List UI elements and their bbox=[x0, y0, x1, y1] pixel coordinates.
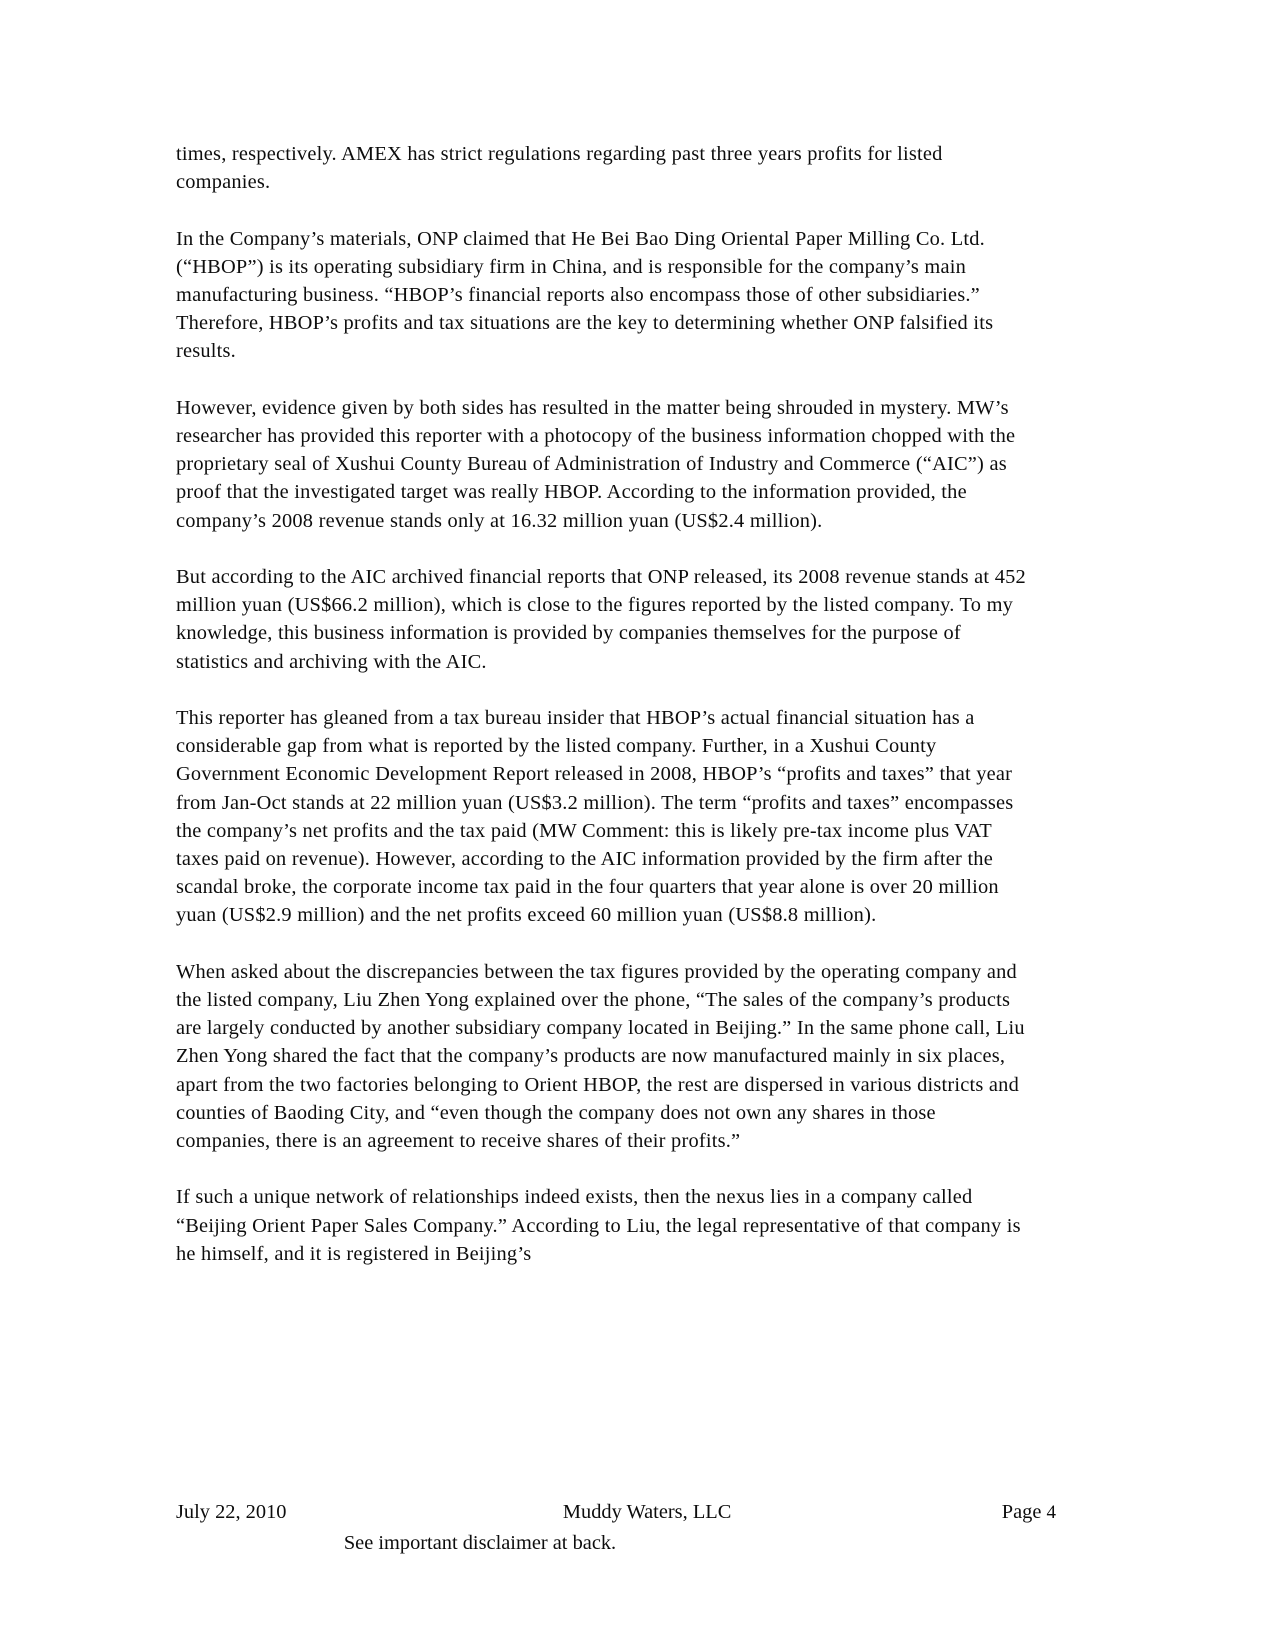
page-footer bbox=[176, 1498, 1056, 1557]
footer-disclaimer: See important disclaimer at back. bbox=[343, 1532, 617, 1554]
body-paragraph: In the Company’s materials, ONP claimed that He Bei Bao Ding Oriental Paper Milling Co. Ltd. (“HBOP”) is its operating subsidiary firm in China, and is responsible for the company’s main manufacturing business. “HBOP’s financial reports also encompass those of other subsidiaries.” Therefore, HBOP’s profits and tax situations are the key to determining whether ONP falsified its results. bbox=[176, 227, 994, 363]
body-paragraph: If such a unique network of relationships indeed exists, then the nexus lies in a company called “Beijing Orient Paper Sales Company.” According to Liu, the legal representative of that company is he himself, and it is registered in Beijing’s bbox=[176, 1186, 1021, 1265]
body-paragraph: This reporter has gleaned from a tax bureau insider that HBOP’s actual financial situation has a considerable gap from what is reported by the listed company. Further, in a Xushui County Government Economic Development Report released in 2008, HBOP’s “profits and taxes” that year from Jan-Oct stands at 22 million yuan (US$3.2 million). The term “profits and taxes” encompasses the company’s net profits and the tax paid (MW Comment: this is likely pre-tax income plus VAT taxes paid on revenue). However, according to the AIC information provided by the firm after the scandal broke, the corporate income tax paid in the four quarters that year alone is over 20 million yuan (US$2.9 million) and the net profits exceed 60 million yuan (US$8.8 million). bbox=[176, 707, 1014, 927]
footer-page-label: Page bbox=[1001, 1501, 1042, 1523]
body-paragraph: When asked about the discrepancies between the tax figures provided by the operating company and the listed company, Liu Zhen Yong explained over the phone, “The sales of the company’s products are largely conducted by another subsidiary company located in Beijing.” In the same phone call, Liu Zhen Yong shared the fact that the company’s products are now manufactured mainly in six places, apart from the two factories belonging to Orient HBOP, the rest are dispersed in various districts and counties of Baoding City, and “even though the company does not own any shares in those companies, there is an agreement to receive shares of their profits.” bbox=[176, 960, 1025, 1153]
footer-date: July 22, 2010 bbox=[176, 1501, 287, 1523]
body-paragraph: times, respectively. AMEX has strict regulations regarding past three years profits for listed companies. bbox=[176, 143, 943, 194]
footer-page-indicator bbox=[1002, 1498, 1056, 1527]
footer-organization: Muddy Waters, LLC bbox=[562, 1501, 732, 1523]
body-paragraph: However, evidence given by both sides has resulted in the matter being shrouded in mystery. MW’s researcher has provided this reporter with a photocopy of the business information chopped with the proprietary seal of Xushui County Bureau of Administration of Industry and Commerce (“AIC”) as proof that the investigated target was really HBOP. According to the information provided, the company’s 2008 revenue stands only at 16.32 million yuan (US$2.4 million). bbox=[176, 396, 1016, 532]
body-paragraph: But according to the AIC archived financial reports that ONP released, its 2008 revenue stands at 452 million yuan (US$66.2 million), which is close to the figures reported by the listed company. To my knowledge, this business information is provided by companies themselves for the purpose of statistics and archiving with the AIC. bbox=[176, 566, 1026, 673]
document-body bbox=[176, 140, 1033, 1268]
footer-page-number: 4 bbox=[1046, 1502, 1056, 1523]
footer-main-row bbox=[176, 1498, 1056, 1527]
